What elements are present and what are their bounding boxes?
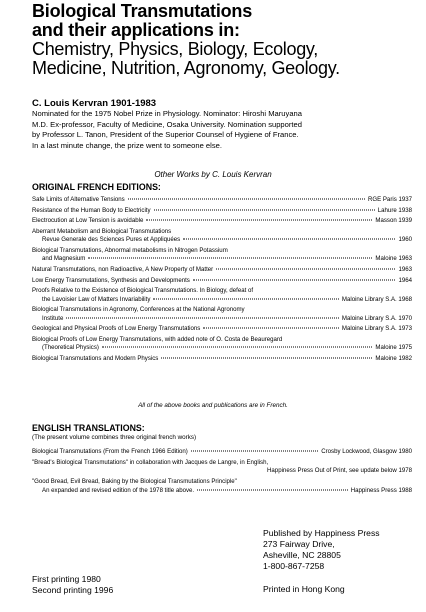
bibliography-entry (32, 325, 412, 333)
french-editions-heading: ORIGINAL FRENCH EDITIONS: (32, 182, 161, 192)
dot-leader (66, 317, 339, 318)
dot-leader (197, 489, 348, 490)
bibliography-entry (32, 448, 412, 456)
english-translations-list (32, 448, 412, 498)
printing-line: First printing 1980 (32, 574, 101, 584)
entry-title: Biological Transmutations and Modern Physics (32, 355, 159, 363)
entry-title: Safe Limits of Alternative Tensions (32, 196, 125, 203)
subtitle-line-1: Chemistry, Physics, Biology, Ecology, (32, 39, 318, 59)
dot-leader (153, 298, 338, 299)
author-bio (32, 109, 424, 151)
publisher-line: Published by Happiness Press (263, 528, 380, 538)
entry-title: Biological Transmutations, Abnormal metabolisms in Nitrogen Potassium (32, 247, 228, 255)
dot-leader (146, 220, 372, 221)
entry-publisher: Maloine Library S.A. 1973 (341, 325, 412, 333)
bibliography-entry (32, 355, 412, 363)
entry-title: Revue Generale des Sciences Pures et Appliquées (42, 236, 181, 244)
bibliography-entry (32, 228, 412, 245)
bibliography-entry (32, 459, 412, 476)
entry-publisher: Maloine 1975 (375, 344, 412, 352)
entry-publisher: Lahure 1938 (377, 206, 412, 214)
entry-title: An expanded and revised edition of the 1978 title above. (42, 486, 195, 494)
entry-title: Proofs Relative to the Existence of Biological Transmutations. In Biology, defeat of (32, 287, 254, 295)
printing-line: Second printing 1996 (32, 584, 114, 595)
entry-title: "Good Bread, Evil Bread, Baking by the Biological Transmutations Principle" (32, 478, 237, 486)
entry-title: Low Energy Transmutations, Synthesis and Developments (32, 276, 190, 284)
title-line-1: Biological Transmutations (32, 1, 253, 21)
other-works-heading: Other Works by C. Louis Kervran (154, 170, 272, 179)
entry-publisher: Maloine 1982 (375, 355, 412, 363)
author-name: C. Louis Kervran 1901-1983 (32, 98, 157, 109)
entry-title: Geological and Physical Proofs of Low Energy Transmutations (32, 325, 201, 333)
bibliography-entry (32, 217, 412, 225)
bibliography-entry (32, 196, 412, 204)
entry-title: Electrocution at Low Tension is avoidable (32, 217, 144, 225)
bibliography-entry (32, 207, 412, 215)
entry-publisher: Happiness Press Out of Print, see update below 1978 (267, 467, 412, 475)
dot-leader (128, 199, 365, 200)
entry-publisher: 1963 (398, 266, 412, 274)
bibliography-entry (32, 336, 412, 353)
author-bio-line: M.D. Ex-professor, Faculty of Medicine, Osaka University. Nomination supported (32, 119, 302, 129)
dot-leader (191, 451, 318, 452)
dot-leader (203, 328, 339, 329)
entry-title: "Bread's Biological Transmutations" in collaboration with Jacques de Langre, in English, (32, 459, 269, 467)
author-bio-line: by Professor L. Tanon, President of the Superior Counsel of Hygiene of France. (32, 130, 299, 140)
dot-leader (193, 279, 396, 280)
entry-title: Biological Transmutations (From the French 1966 Edition) (32, 448, 188, 455)
entry-title: Resistance of the Human Body to Electricity (32, 206, 151, 214)
publisher-line: 273 Fairway Drive, (263, 538, 335, 549)
entry-publisher: Maloine 1963 (375, 255, 412, 263)
entry-publisher: Crosby Lockwood, Glasgow 1980 (321, 448, 412, 455)
entry-publisher: 1964 (398, 276, 412, 284)
dot-leader (216, 269, 395, 270)
bibliography-entry (32, 247, 412, 264)
entry-publisher: Maloine Library S.A. 1968 (341, 295, 412, 303)
printing-history (32, 574, 113, 596)
publisher-line: 1-800-867-7258 (263, 560, 325, 571)
dot-leader (102, 347, 373, 348)
dot-leader (88, 258, 372, 259)
french-footnote: All of the above books and publications are in French. (138, 402, 288, 409)
bibliography-entry (32, 287, 412, 304)
dot-leader (183, 239, 395, 240)
printed-in: Printed in Hong Kong (263, 584, 345, 594)
entry-publisher: Masson 1939 (375, 217, 412, 225)
entry-publisher: RGE Paris 1937 (367, 196, 412, 203)
english-translations-heading: ENGLISH TRANSLATIONS: (32, 423, 145, 433)
publisher-block (263, 528, 380, 572)
entry-title: Natural Transmutations, non Radioactive, A New Property of Matter (32, 266, 214, 274)
entry-publisher: Maloine Library S.A. 1970 (341, 314, 412, 322)
entry-title: Biological Transmutations in Agronomy, Conferences at the National Agronomy (32, 306, 245, 314)
bibliography-entry (32, 478, 412, 495)
entry-title: and Magnesium (42, 255, 86, 263)
entry-title: (Theoretical Physics) (42, 344, 99, 352)
author-bio-line: Nominated for the 1975 Nobel Prize in Physiology. Nominator: Hiroshi Maruyana (32, 109, 302, 118)
book-subtitle (32, 40, 424, 78)
english-translations-note: (The present volume combines three original french works) (32, 434, 197, 441)
entry-publisher: 1960 (398, 236, 412, 244)
title-line-2: and their applications in: (32, 20, 240, 40)
entry-title: Aberrant Metabolism and Biological Transmutations (32, 228, 172, 236)
bibliography-entry (32, 277, 412, 285)
subtitle-line-2: Medicine, Nutrition, Agronomy, Geology. (32, 58, 340, 78)
bibliography-entry (32, 306, 412, 323)
entry-title: the Lavoisier Law of Matters Invariability (42, 295, 151, 303)
entry-publisher: Happiness Press 1988 (350, 486, 412, 494)
entry-title: Biological Proofs of Low Energy Transmutations, with added note of O. Costa de Beauregard (32, 336, 283, 344)
book-title (32, 2, 422, 40)
entry-title: Institute (42, 314, 64, 322)
publisher-line: Asheville, NC 28805 (263, 549, 341, 560)
author-bio-line: In a last minute change, the prize went to someone else. (32, 140, 222, 150)
dot-leader (154, 209, 375, 210)
dot-leader (161, 358, 372, 359)
bibliography-entry (32, 266, 412, 274)
french-editions-list (32, 196, 412, 366)
